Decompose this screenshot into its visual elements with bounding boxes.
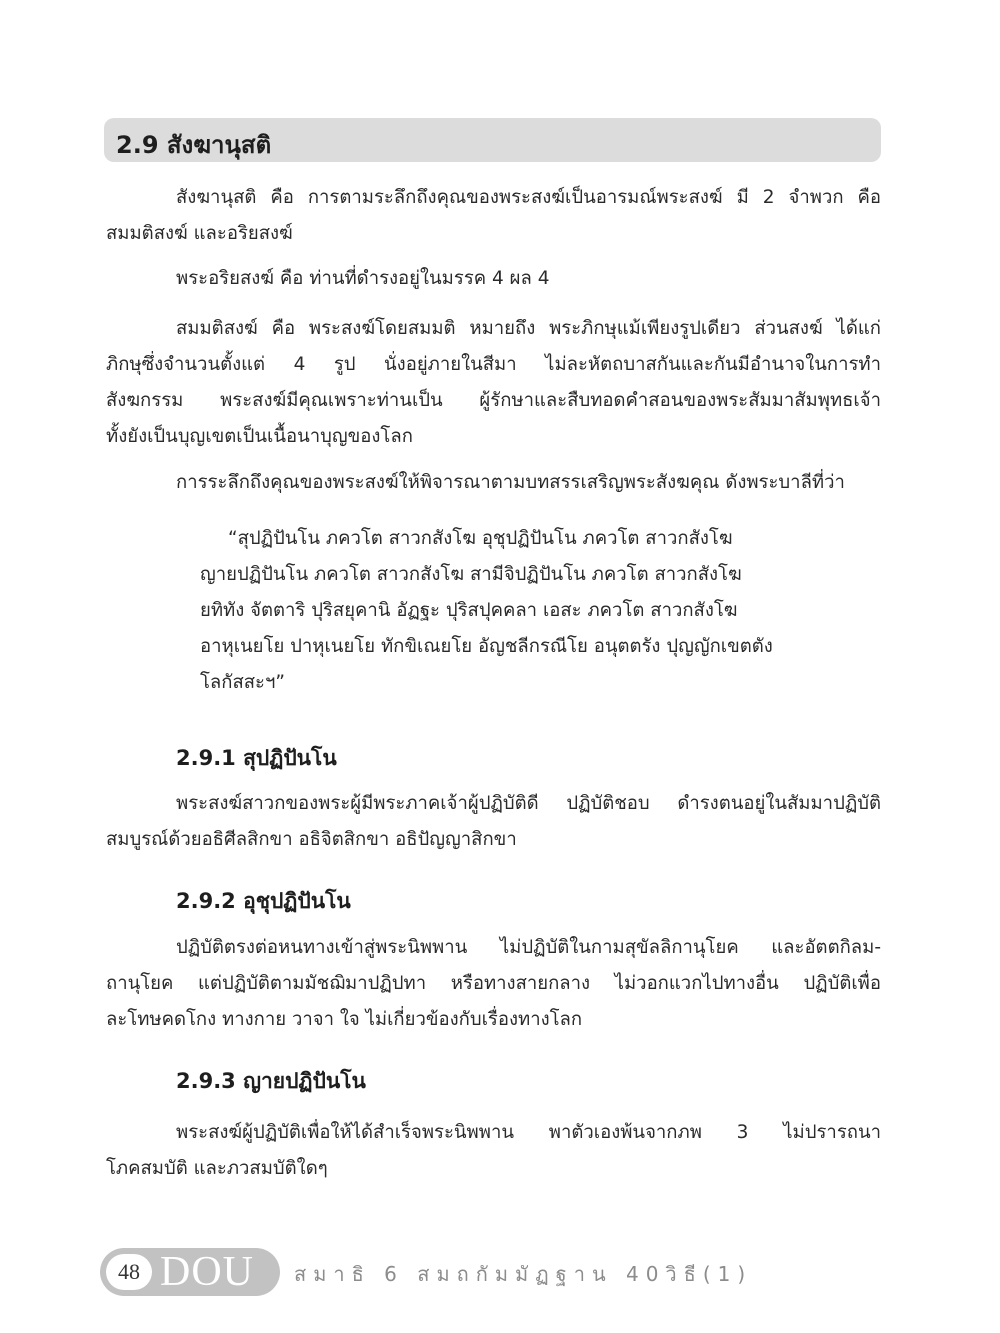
- sub3-paragraph: [106, 1115, 881, 1187]
- quote-line: “สุปฏิปันโน ภควโต สาวกสังโฆ อุชุปฏิปันโน ภควโต สาวกสังโฆ: [228, 528, 733, 549]
- sub2-paragraph: [106, 930, 881, 1038]
- text-line: พระสงฆ์สาวกของพระผู้มีพระภาคเจ้าผู้ปฏิบัติดี ปฏิบัติชอบ ดำรงตนอยู่ในสัมมาปฏิบัติ: [176, 793, 881, 814]
- text-line: โภคสมบัติ และภวสมบัติใดๆ: [106, 1158, 328, 1179]
- section-header: [104, 118, 881, 162]
- pali-quote: [200, 521, 840, 701]
- subsection-title: 2.9.1 สุปฏิปันโน: [176, 746, 337, 770]
- text-line: สังฆานุสติ คือ การตามระลึกถึงคุณของพระสงฆ์เป็นอารมณ์พระสงฆ์ มี 2 จำพวก คือ: [176, 187, 881, 208]
- text-line: สมมติสงฆ์ และอริยสงฆ์: [106, 223, 293, 244]
- text-line: พระอริยสงฆ์ คือ ท่านที่ดำรงอยู่ในมรรค 4 ผล 4: [176, 268, 550, 289]
- text-line: ปฏิบัติตรงต่อหนทางเข้าสู่พระนิพพาน ไม่ปฏิบัติในกามสุขัลลิกานุโยค และอัตตกิลม-: [176, 937, 881, 958]
- subsection-title: 2.9.3 ญายปฏิปันโน: [176, 1069, 366, 1093]
- quote-line: อาหุเนยโย ปาหุเนยโย ทักขิเณยโย อัญชลีกรณีโย อนุตตรัง ปุญญักเขตตัง: [200, 636, 773, 657]
- quote-line: ยทิทัง จัตตาริ ปุริสยุคานิ อัฏฐะ ปุริสปุคคลา เอสะ ภควโต สาวกสังโฆ: [200, 600, 738, 621]
- subsection-title: 2.9.2 อุชุปฏิปันโน: [176, 889, 351, 913]
- text-line: การระลึกถึงคุณของพระสงฆ์ให้พิจารณาตามบทสรรเสริญพระสังฆคุณ ดังพระบาลีที่ว่า: [176, 472, 845, 493]
- text-line: ถานุโยค แต่ปฏิบัติตามมัชฌิมาปฏิปทา หรือทางสายกลาง ไม่วอกแวกไปทางอื่น ปฏิบัติเพื่อ: [106, 973, 881, 994]
- dou-logo: DOU: [160, 1249, 254, 1295]
- quote-line: โลกัสสะฯ”: [200, 672, 285, 693]
- recollect-paragraph: [106, 465, 881, 501]
- section-title: 2.9 สังฆานุสติ: [116, 131, 272, 159]
- footer-book-title: สมาธิ 6 สมถกัมมัฏฐาน 40วิธี(1): [294, 1262, 753, 1286]
- sub1-paragraph: [106, 786, 881, 858]
- quote-line: ญายปฏิปันโน ภควโต สาวกสังโฆ สามีจิปฏิปันโน ภควโต สาวกสังโฆ: [200, 564, 742, 585]
- intro-paragraph: [106, 180, 881, 252]
- text-line: ละโทษคดโกง ทางกาย วาจา ใจ ไม่เกี่ยวข้องกับเรื่องทางโลก: [106, 1009, 583, 1030]
- text-line: สมมติสงฆ์ คือ พระสงฆ์โดยสมมติ หมายถึง พระภิกษุแม้เพียงรูปเดียว ส่วนสงฆ์ ได้แก่: [176, 318, 881, 339]
- text-line: ทั้งยังเป็นบุญเขตเป็นเนื้อนาบุญของโลก: [106, 426, 413, 447]
- text-line: สังฆกรรม พระสงฆ์มีคุณเพราะท่านเป็น ผู้รักษาและสืบทอดคำสอนของพระสัมมาสัมพุทธเจ้า: [106, 390, 881, 411]
- footer-badge: [100, 1248, 280, 1296]
- text-line: พระสงฆ์ผู้ปฏิบัติเพื่อให้ได้สำเร็จพระนิพพาน พาตัวเองพ้นจากภพ 3 ไม่ปรารถนา: [176, 1122, 881, 1143]
- ariya-paragraph: [106, 261, 881, 297]
- text-line: สมบูรณ์ด้วยอธิศีลสิกขา อธิจิตสิกขา อธิปัญญาสิกขา: [106, 829, 517, 850]
- sammati-paragraph: [106, 311, 881, 455]
- page-number: 48: [106, 1254, 152, 1290]
- text-line: ภิกษุซึ่งจำนวนตั้งแต่ 4 รูป นั่งอยู่ภายในสีมา ไม่ละหัตถบาสกันและกันมีอำนาจในการทำ: [106, 354, 881, 375]
